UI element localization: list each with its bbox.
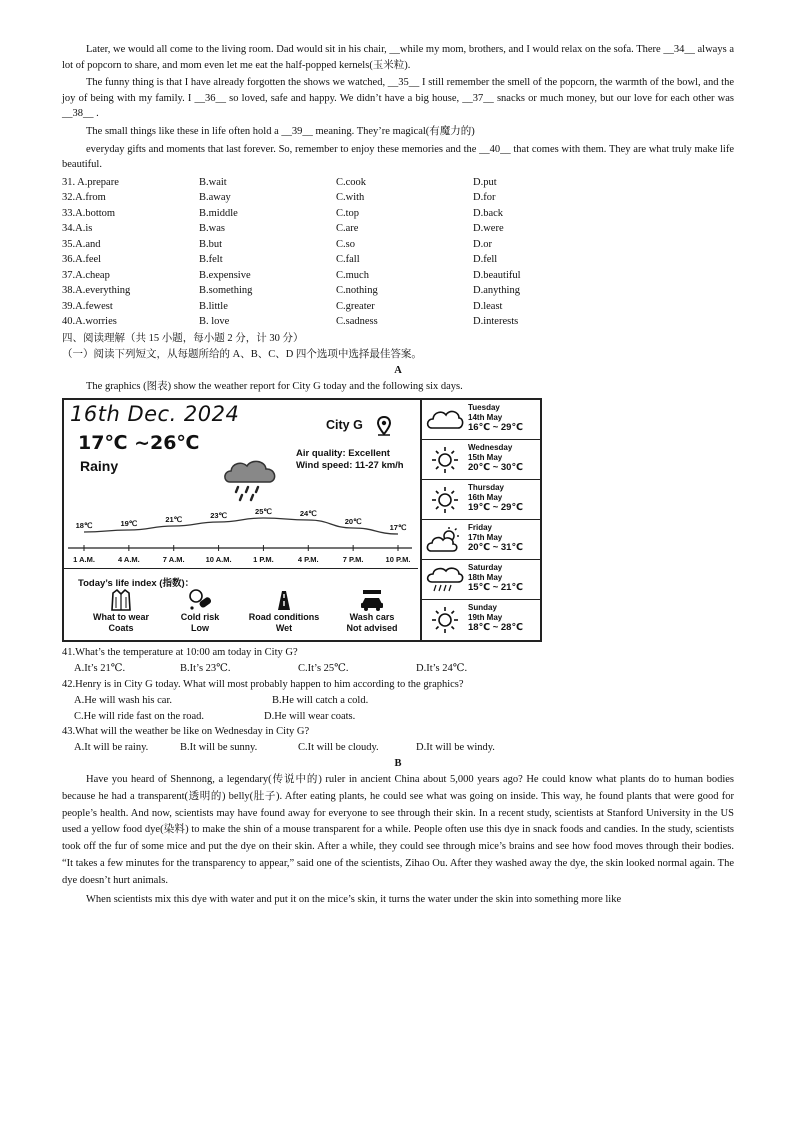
option: B.away [199, 192, 231, 204]
forecast-day [422, 440, 540, 480]
life-item-wear [86, 588, 156, 633]
option: C.with [336, 192, 365, 204]
answer-option: D.It will be windy. [416, 742, 495, 754]
temperature-label: 17℃ [389, 523, 407, 533]
hour-label: 1 P.M. [253, 555, 274, 565]
sunny-icon [426, 606, 464, 634]
question-41 [62, 645, 734, 677]
air-wind [296, 448, 404, 472]
air-quality: Air quality: Excellent [296, 448, 390, 460]
today-panel [64, 400, 422, 640]
life-value: Coats [108, 622, 134, 633]
option: C.nothing [336, 285, 378, 297]
hour-label: 10 P.M. [385, 555, 411, 565]
rainy-icon [426, 566, 464, 594]
day-date: 19th May [468, 613, 503, 623]
day-name: Sunday [468, 603, 497, 613]
life-item-road [240, 588, 328, 633]
life-item-car [334, 588, 410, 633]
rain-cloud-icon [220, 456, 284, 504]
cold-risk-icon [187, 588, 213, 612]
paragraph: Have you heard of Shennong, a legendary(传说中的) ruler in ancient China about 5,000 years ago? He could know what plants do to human bodies because he had a transparent(透明的) belly(肚子). After eating plants, he could see what was going on inside. This way, he found plants that were good for people’s health. And now, scientists may have found away for everyone to see through their skin. In a recent study, scientists at Stanford University in the US used a yellow food dye(染料) to make the shin of a mouse transparent for a while. People often use this dye in snack foods and candies. In the study, scientists took off the fur of some mice and put the dye on their skin. After a while, they could see through mice’s brains and see how food moves through their bodies. “It takes a few minutes for the transparency to appear,” said one of the scientists, Zihao Ou. After they washed away the dye, the skin looked normal again. The dye doesn’t hurt animals. [62, 773, 734, 886]
day-name: Tuesday [468, 403, 500, 413]
sunny-icon [426, 486, 464, 514]
divider [64, 568, 418, 569]
hour-label: 7 A.M. [162, 555, 185, 565]
option: D.were [473, 223, 504, 235]
day-date: 14th May [468, 413, 503, 423]
day-range: 16℃ ~ 29℃ [468, 422, 523, 434]
cloze-options [62, 175, 734, 330]
life-label: Road conditions [248, 612, 320, 623]
life-value: Low [191, 622, 209, 633]
forecast-day [422, 560, 540, 600]
paragraph: everyday gifts and moments that last forever. So, remember to enjoy these memories and the __40__ that comes with them. They are what truly make life beautiful. [62, 143, 734, 171]
temperature-label: 23℃ [210, 511, 227, 521]
hour-label: 7 P.M. [342, 555, 364, 565]
answer-option: B.He will catch a cold. [272, 694, 369, 706]
wind-speed: Wind speed: 11-27 km/h [296, 460, 404, 472]
section-instructions: （一）阅读下列短文，从每题所给的 A、B、C、D 四个选项中选择最佳答案。 [62, 348, 422, 360]
day-name: Thursday [468, 483, 505, 493]
life-value: Not advised [346, 622, 398, 633]
option: 38.A.everything [62, 285, 131, 297]
option: 32.A.from [62, 192, 106, 204]
hour-label: 10 A.M. [205, 555, 232, 565]
option: B.wait [199, 176, 227, 188]
life-label: Wash cars [349, 612, 395, 623]
day-date: 18th May [468, 573, 503, 583]
today-range: 17℃ ~26℃ [78, 432, 200, 455]
forecast-day [422, 520, 540, 560]
day-date: 17th May [468, 533, 503, 543]
answer-option: B.It’s 23℃. [180, 663, 231, 675]
option-row [62, 175, 734, 191]
partly-cloudy-icon [426, 526, 464, 554]
hour-label: 4 A.M. [117, 555, 140, 565]
temperature-label: 20℃ [344, 517, 362, 527]
answer-option: A.It’s 21℃. [74, 663, 126, 675]
paragraph: The small things like these in life often hold a __39__ meaning. They’re magical(有魔力的) [86, 125, 475, 137]
option: D.for [473, 192, 496, 204]
option: C.fall [336, 254, 360, 266]
option: B.little [199, 300, 228, 312]
city-name: City G [326, 418, 363, 433]
option-row [62, 221, 734, 237]
forecast-day [422, 600, 540, 640]
sunny-icon [426, 446, 464, 474]
day-date: 16th May [468, 493, 503, 503]
temperature-label: 19℃ [120, 519, 138, 529]
option: C.sadness [336, 316, 378, 328]
option-row [62, 314, 734, 330]
answer-option: C.It will be cloudy. [298, 742, 379, 754]
option: 35.A.and [62, 238, 101, 250]
forecast-day [422, 400, 540, 440]
option-row [62, 252, 734, 268]
question-text: 41.What’s the temperature at 10:00 am today in City G? [62, 647, 298, 659]
location-pin-icon [376, 416, 392, 436]
life-label: Cold risk [180, 612, 220, 623]
day-name: Friday [468, 523, 493, 533]
day-range: 18℃ ~ 28℃ [468, 622, 523, 634]
answer-option: D.He will wear coats. [264, 710, 356, 722]
temperature-label: 21℃ [165, 515, 183, 525]
option: B.but [199, 238, 223, 250]
life-value: Wet [275, 622, 293, 633]
option: B.something [199, 285, 253, 297]
hour-label: 1 A.M. [73, 555, 95, 565]
temperature-label: 24℃ [299, 509, 317, 519]
answer-option: C.It’s 25℃. [298, 663, 349, 675]
option: D.anything [473, 285, 520, 297]
option: D.back [473, 207, 504, 219]
forecast-day [422, 480, 540, 520]
day-range: 15℃ ~ 21℃ [468, 582, 523, 594]
option: C.greater [336, 300, 375, 312]
day-name: Wednesday [468, 443, 513, 453]
option-row [62, 237, 734, 253]
option: D.beautiful [473, 269, 521, 281]
passage-intro: The graphics (图表) show the weather report for City G today and the following six days. [86, 380, 463, 392]
option: 31. A.prepare [62, 176, 119, 188]
option-row [62, 283, 734, 299]
temperature-label: 25℃ [255, 507, 272, 517]
exam-page [62, 42, 734, 910]
temperature-label: 18℃ [75, 521, 93, 531]
today-condition: Rainy [80, 458, 119, 475]
option: D.put [473, 176, 497, 188]
life-label: What to wear [92, 612, 149, 623]
paragraph: Later, we would all come to the living room. Dad would sit in his chair, __while my mom, brothers, and I would relax on the sofa. There __34__ always a lot of popcorn to share, and mom even let me eat the half-popped kernels(玉米粒). [62, 44, 734, 71]
section-title: 四、阅读理解（共 15 小题，每小题 2 分，计 30 分） [62, 332, 304, 344]
option: C.cook [336, 176, 367, 188]
option: 34.A.is [62, 223, 93, 235]
question-text: 43.What will the weather be like on Wednesday in City G? [62, 726, 310, 738]
road-icon [272, 588, 296, 612]
option: B.felt [199, 254, 223, 266]
answer-option: A.It will be rainy. [74, 742, 149, 754]
hour-label: 4 P.M. [297, 555, 319, 565]
car-wash-icon [358, 588, 386, 612]
option: 39.A.fewest [62, 300, 113, 312]
option: B.middle [199, 207, 238, 219]
option: 36.A.feel [62, 254, 102, 266]
question-42 [62, 677, 734, 724]
option-row [62, 206, 734, 222]
hourly-temperature-chart [64, 504, 418, 568]
option: D.fell [473, 254, 498, 266]
day-date: 15th May [468, 453, 503, 463]
option-row [62, 268, 734, 284]
passage-letter: A [394, 364, 402, 376]
coat-icon [109, 588, 133, 612]
life-item-cold [172, 588, 228, 633]
day-range: 19℃ ~ 29℃ [468, 502, 523, 514]
passage-letter: B [394, 757, 402, 769]
option-row [62, 190, 734, 206]
option: C.top [336, 207, 360, 219]
paragraph: When scientists mix this dye with water and put it on the mice’s skin, it turns the water under the skin into something more like [86, 893, 622, 905]
cloudy-icon [426, 406, 464, 434]
question-43 [62, 724, 734, 756]
forecast-panel [422, 400, 540, 640]
answer-option: B.It will be sunny. [180, 742, 258, 754]
answer-option: A.He will wash his car. [74, 694, 172, 706]
option: 33.A.bottom [62, 207, 116, 219]
option: B.expensive [199, 269, 251, 281]
option: B.was [199, 223, 225, 235]
life-index-title: Today’s life index (指数)： [78, 578, 195, 590]
option: D.interests [473, 316, 519, 328]
option: D.or [473, 238, 492, 250]
option: C.are [336, 223, 359, 235]
option: 37.A.cheap [62, 269, 110, 281]
answer-option: D.It’s 24℃. [416, 663, 468, 675]
report-date: 16th Dec. 2024 [70, 402, 240, 427]
option: C.so [336, 238, 355, 250]
question-text: 42.Henry is in City G today. What will most probably happen to him according to the graphics? [62, 678, 464, 690]
paragraph: The funny thing is that I have already forgotten the shows we watched, __35__ I still remember the smell of the popcorn, the warmth of the bowl, and the joy of being with my family. I __36__ so loved, safe and happy. We didn’t have a big house, __37__ snacks or much money, but our love for each other was __38__ . [62, 77, 734, 120]
option: B. love [199, 316, 230, 328]
answer-option: C.He will ride fast on the road. [74, 710, 205, 722]
day-name: Saturday [468, 563, 503, 573]
option: D.least [473, 300, 503, 312]
day-range: 20℃ ~ 30℃ [468, 462, 523, 474]
option: C.much [336, 269, 369, 281]
option-row [62, 299, 734, 315]
day-range: 20℃ ~ 31℃ [468, 542, 523, 554]
weather-report [62, 398, 542, 642]
option: 40.A.worries [62, 316, 117, 328]
